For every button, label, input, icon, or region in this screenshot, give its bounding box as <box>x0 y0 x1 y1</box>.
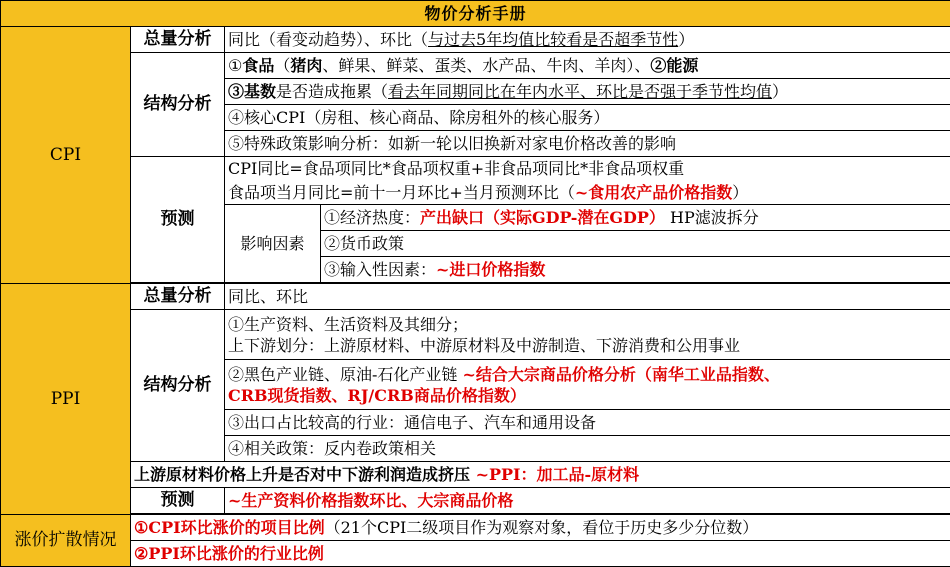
cpi-structure-cell-4[interactable]: ⑤特殊政策影响分析：如新一轮以旧换新对家电价格改善的影响 <box>225 131 950 157</box>
cpi-f2-text-c: ） <box>732 182 749 202</box>
cpi-s1-text-e: 、鲜果、鲜菜、蛋类、水产品、牛肉、羊肉）、 <box>322 56 651 75</box>
cpi-total-cell[interactable] <box>225 27 950 53</box>
cpi-group-label[interactable]: CPI <box>1 27 131 284</box>
ppi-structure-cell-4[interactable]: ④相关政策：反内卷政策相关 <box>225 436 950 462</box>
cpi-f2-agri-index: ~食用农产品价格指数 <box>574 182 733 202</box>
ppi-s1-line-2: 上下游划分：上游原材料、中游原材料及中游制造、下游消费和公用事业 <box>228 335 741 355</box>
cpi-f2-text-a: 食品项当月同比=前十一月环比+当月预测环比（ <box>228 182 575 202</box>
cpi-s2-text-c: 看去年同期同比在年内水平、环比是否强于季节性均值 <box>388 82 773 101</box>
title-row <box>1 1 950 27</box>
cpi-i3-import-index: ~进口价格指数 <box>436 260 546 279</box>
ppi-forecast-row <box>1 488 950 514</box>
ppi-group-label[interactable]: PPI <box>1 284 131 515</box>
cpi-s1-text-c: （ <box>274 56 291 75</box>
ppi-structure-cell-2[interactable] <box>225 360 950 410</box>
cpi-s2-base: ③基数 <box>228 82 277 101</box>
cpi-total-label[interactable]: 总量分析 <box>131 27 225 53</box>
ppi-total-cell[interactable]: 同比、环比 <box>225 284 950 310</box>
ppi-upstream-cell[interactable] <box>131 462 950 488</box>
cpi-total-row <box>1 27 950 53</box>
cpi-s2-text-b: 是否造成拖累（ <box>276 82 389 101</box>
diffusion-d1-text-b: （21个CPI二级项目作为观察对象，看位于历史多少分位数） <box>324 518 759 537</box>
diffusion-row-2 <box>1 541 950 567</box>
ppi-s2-commodity: ~结合大宗商品价格分析（南华工业品指数、 <box>462 364 780 384</box>
ppi-structure-label[interactable]: 结构分析 <box>131 310 225 462</box>
diffusion-row-1 <box>1 515 950 541</box>
cpi-forecast-formula-2[interactable] <box>225 181 950 205</box>
cpi-i3-text-a: ③输入性因素： <box>324 260 437 279</box>
sheet-title[interactable]: 物价分析手册 <box>1 1 950 27</box>
ppi-total-row <box>1 284 950 310</box>
cpi-total-text-c: ） <box>678 30 695 49</box>
cpi-structure-label[interactable]: 结构分析 <box>131 53 225 157</box>
diffusion-cell-2[interactable]: ②PPI环比涨价的行业比例 <box>131 541 950 567</box>
cpi-s2-text-d: ） <box>772 82 789 101</box>
cpi-s1-text-a: ① <box>228 56 243 75</box>
cpi-structure-cell-1[interactable] <box>225 53 950 79</box>
ppi-s2-crb: CRB现货指数、RJ/CRB商品价格指数） <box>228 385 526 405</box>
cpi-structure-cell-2[interactable] <box>225 79 950 105</box>
cpi-s1-energy: ②能源 <box>650 56 699 75</box>
cpi-total-text-b: 与过去5年均值比较看是否超季节性 <box>428 30 679 49</box>
ppi-forecast-cell[interactable]: ~生产资料价格指数环比、大宗商品价格 <box>225 488 950 514</box>
ppi-s1-line-1: ①生产资料、生活资料及其细分； <box>228 314 469 334</box>
cpi-i1-output-gap: 产出缺口（实际GDP-潜在GDP） <box>420 208 665 227</box>
diffusion-group-label[interactable]: 涨价扩散情况 <box>1 515 131 567</box>
ppi-structure-row-1 <box>1 310 950 360</box>
ppi-upstream-text-b: ~PPI：加工品-原材料 <box>475 465 640 484</box>
cpi-structure-row-1 <box>1 53 950 79</box>
cpi-influence-cell-1[interactable] <box>321 205 950 231</box>
cpi-influence-label[interactable]: 影响因素 <box>225 205 321 283</box>
cpi-influence-cell-2[interactable]: ②货币政策 <box>321 231 950 257</box>
cpi-structure-cell-3[interactable]: ④核心CPI（房租、核心商品、除房租外的核心服务） <box>225 105 950 131</box>
ppi-upstream-row <box>1 462 950 488</box>
cpi-total-text-a: 同比（看变动趋势）、环比（ <box>228 30 429 49</box>
ppi-upstream-text-a: 上游原材料价格上升是否对中下游利润造成挤压 <box>134 465 476 484</box>
diffusion-d1-cpi-ratio: ①CPI环比涨价的项目比例 <box>134 518 325 537</box>
cpi-forecast-row-1 <box>1 157 950 181</box>
cpi-forecast-formula-1[interactable]: CPI同比=食品项同比*食品项权重+非食品项同比*非食品项权重 <box>225 157 950 181</box>
ppi-structure-cell-1[interactable] <box>225 310 950 360</box>
cpi-s1-pork: 猪肉 <box>290 56 323 75</box>
cpi-i1-text-a: ①经济热度： <box>324 208 421 227</box>
ppi-forecast-label[interactable]: 预测 <box>131 488 225 514</box>
cpi-forecast-label[interactable]: 预测 <box>131 157 225 283</box>
ppi-structure-cell-3[interactable]: ③出口占比较高的行业：通信电子、汽车和通用设备 <box>225 410 950 436</box>
cpi-s1-food: 食品 <box>242 56 275 75</box>
cpi-influence-cell-3[interactable] <box>321 257 950 283</box>
ppi-s2-text-a: ②黑色产业链、原油-石化产业链 <box>228 364 463 384</box>
ppi-total-label[interactable]: 总量分析 <box>131 284 225 310</box>
cpi-i1-text-c: HP滤波拆分 <box>664 208 759 227</box>
diffusion-cell-1[interactable] <box>131 515 950 541</box>
